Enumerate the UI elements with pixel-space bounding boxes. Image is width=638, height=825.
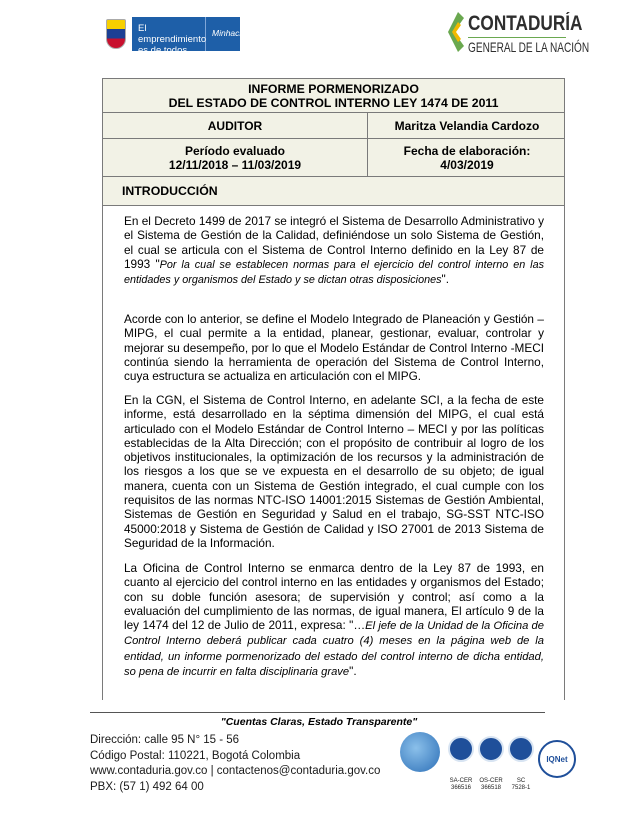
gov-slogan-line1: El emprendimiento	[138, 23, 207, 45]
cert-code-2	[476, 778, 506, 792]
cert-code-1	[446, 778, 476, 792]
footer-divider	[90, 712, 545, 713]
report-title-line2: DEL ESTADO DE CONTROL INTERNO LEY 1474 DE 2011	[168, 95, 499, 110]
auditor-label: AUDITOR	[207, 118, 263, 133]
colombia-shield-icon	[106, 19, 126, 49]
cert-code-3a: SC	[516, 778, 526, 784]
cert-code-1b: 366516	[450, 785, 472, 791]
report-title	[103, 79, 564, 112]
gov-slogan	[132, 17, 207, 56]
paragraph-2: Acorde con lo anterior, se define el Modelo Integrado de Planeación y Gestión –MIPG, el cual permite a la entidad, planear, gestionar, evaluar, controlar y mejorar su desempeño, por lo que el Modelo Estándar de Control Interno -MECI continúa siendo la herramienta de operación del Sistema de Control Interno, cuya estructura se actualiza en articulación con el MIPG.	[124, 312, 544, 384]
period-row	[103, 139, 564, 177]
paragraph-3: En la CGN, el Sistema de Control Interno, en adelante SCI, a la fecha de este informe, está desarrollado en la séptima dimensión del MIPG, el cual está articulado con el Modelo Estándar de Control Interno – MECI y por las políticas establecidas de la Alta Dirección; con el propósito de contribuir al logro de los objetivos institucionales, la optimización de los recursos y la administración de los riesgos a los que se ve expuesta en el desarrollo de su objeto; de igual manera, cuenta con un Sistema de Gestión integrado, el cual cumple con los requisitos de las normas NTC-ISO 14001:2015 Sistemas de Gestión Ambiental, Sistemas de Gestión en Seguridad y Salud en el trabajo, SG-SST NTC-ISO 45000:2018 y Sistema de Gestión de Calidad y ISO 27001 de 2013 Sistema de Seguridad de la Información.	[124, 393, 544, 550]
iso-cert-icon	[508, 736, 534, 762]
cert-code-1a: SA-CER	[449, 778, 473, 784]
gov-slogan-line2: es de todos	[138, 45, 188, 56]
contact-phone: PBX: (57 1) 492 64 00	[90, 780, 204, 793]
auditor-row	[103, 113, 564, 139]
paragraph-1-text: En el Decreto 1499 de 2017 se integró el Sistema de Desarrollo Administrativo y el Sistema de Gestión de la Calidad, definiéndose un solo Sistema de Gestión, el cual se articula con el Sistema de Control Interno definido en la Ley 87 de 1993 "	[124, 214, 544, 271]
paragraph-4	[124, 561, 544, 679]
contact-block	[90, 733, 380, 795]
paragraph-1-quote: Por la cual se establecen normas para el ejercicio del control interno en las entidades y organismos del Estado y se dictan otras disposiciones	[124, 258, 544, 287]
cert-code-3	[506, 778, 536, 792]
date-label: Fecha de elaboración:	[403, 143, 531, 158]
paragraph-4-text: La Oficina de Control Interno se enmarca dentro de la Ley 87 de 1993, en cuanto al ejercicio del control interno en las entidades y organismos del Estado; con su doble función asesora; de supervisión y control; así como a la evaluación del cumplimiento de las normas, de igual manera, El artículo 9 de la ley 1474 del 12 de Julio de 2011, expresa: "…	[124, 561, 544, 633]
cgn-logo	[448, 10, 590, 58]
report-table	[102, 78, 565, 700]
iso-cert-icon	[448, 736, 474, 762]
contact-web[interactable]: www.contaduria.gov.co | contactenos@contaduria.gov.co	[90, 765, 381, 777]
gov-band	[132, 17, 261, 56]
iqnet-logo: IQNet	[538, 740, 576, 778]
period-cell	[103, 139, 367, 176]
paragraph-1	[124, 214, 544, 287]
section-title: INTRODUCCIÓN	[122, 184, 218, 198]
date-cell	[368, 139, 566, 176]
cert-code-2b: 366518	[480, 785, 502, 791]
contact-address: Dirección: calle 95 N° 15 - 56	[90, 734, 240, 746]
report-title-line1: INFORME PORMENORIZADO	[248, 81, 419, 96]
ministry-name: Minhacienda	[212, 28, 261, 38]
globe-icon	[400, 732, 440, 772]
certification-logos	[400, 728, 578, 796]
title-row	[103, 79, 564, 113]
cgn-divider	[468, 37, 566, 38]
iso-cert-icon	[478, 736, 504, 762]
paragraph-4-quote: El jefe de la Unidad de la Oficina de Control Interno deberá publicar cada cuatro (4) meses en la página web de la entidad, un informe pormenorizado del estado del control interno de dicha entidad, so pena de incurrir en falta disciplinaria grave	[124, 620, 544, 679]
cgn-mark-icon	[448, 12, 464, 52]
cert-code-3b: 7528-1	[511, 785, 531, 791]
report-body	[103, 206, 564, 700]
paragraph-4-end: ".	[349, 664, 357, 679]
gov-logo	[106, 14, 261, 56]
section-row	[103, 177, 564, 206]
auditor-name: Maritza Velandia Cardozo	[394, 118, 540, 133]
cert-code-2a: OS-CER	[479, 778, 503, 784]
cgn-name: CONTADURÍA	[468, 12, 583, 35]
cgn-subtitle: GENERAL DE LA NACIÓN	[468, 39, 590, 55]
period-value: 12/11/2018 – 11/03/2019	[168, 157, 302, 172]
paragraph-1-end: ".	[441, 272, 449, 287]
contact-postal: Código Postal: 110221, Bogotá Colombia	[90, 749, 301, 762]
footer-slogan: "Cuentas Claras, Estado Transparente"	[220, 716, 418, 728]
date-value: 4/03/2019	[440, 157, 494, 172]
period-label: Período evaluado	[184, 143, 286, 158]
